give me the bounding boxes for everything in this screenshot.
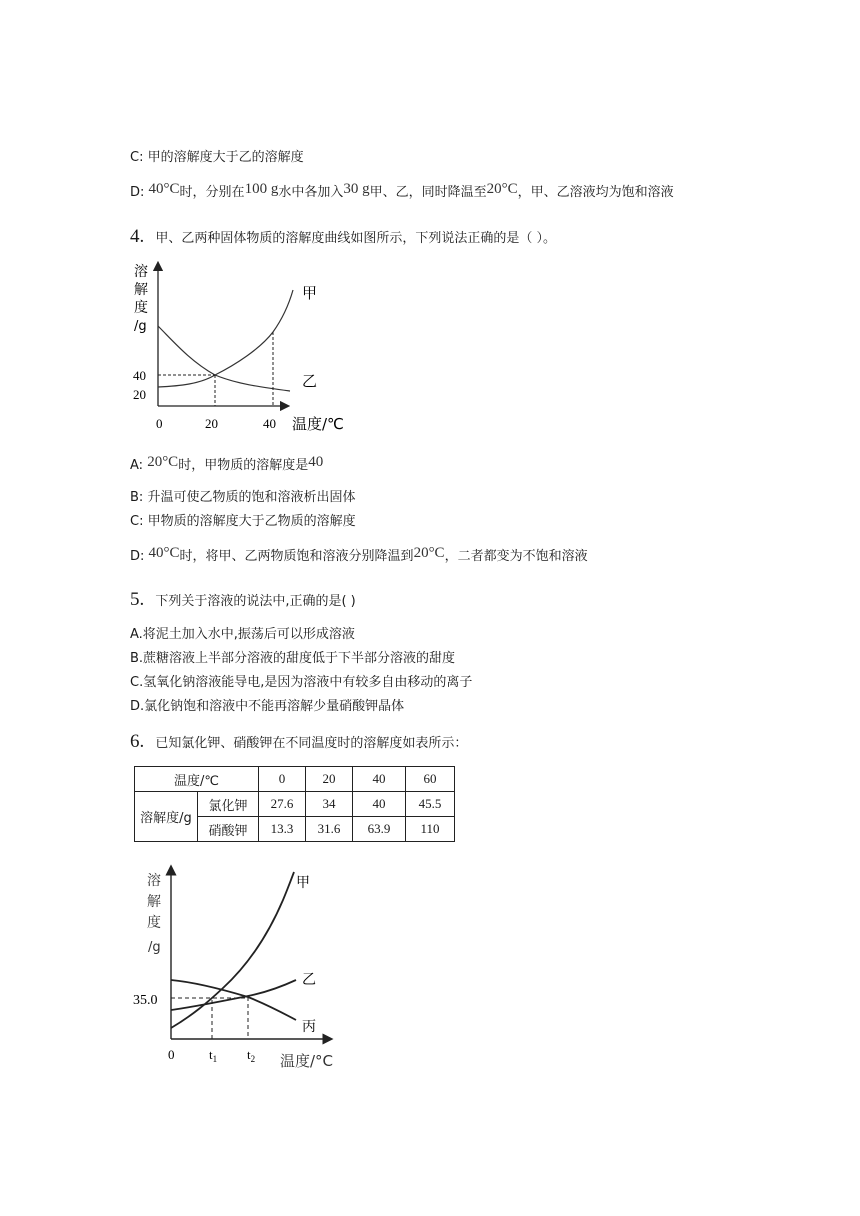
q5-option-d: D.氯化钠饱和溶液中不能再溶解少量硝酸钾晶体 <box>130 699 405 714</box>
q6-stem <box>130 731 467 753</box>
option-prefix: D: <box>130 549 145 564</box>
table-cell: 40 <box>353 792 406 817</box>
math-value: 40°C <box>148 181 180 197</box>
math-value: 40 <box>308 454 324 470</box>
option-text: 升温可使乙物质的饱和溶液析出固体 <box>147 490 356 505</box>
math-value: 20°C <box>413 545 445 561</box>
curve-label: 丙 <box>302 1019 316 1035</box>
q5-stem <box>130 589 356 611</box>
option-text: 时，分别在 <box>179 185 245 200</box>
question-text: 下列关于溶液的说法中,正确的是( ) <box>155 594 356 609</box>
q4-stem <box>130 226 556 248</box>
x-tick-label: $t_2$ <box>247 1047 256 1064</box>
x-tick-label: 0 <box>156 416 163 431</box>
option-prefix: C: <box>130 150 144 165</box>
q3-option-d <box>130 183 674 202</box>
x-tick-label: 20 <box>205 416 218 431</box>
x-tick-label: 0 <box>168 1047 175 1062</box>
y-axis-label-char: 解 <box>147 894 161 910</box>
q3-option-c <box>130 149 304 167</box>
y-axis-label-char: 解 <box>134 282 148 298</box>
math-value: 40°C <box>148 545 180 561</box>
solubility-graph-2 <box>128 860 358 1075</box>
curve-label: 甲 <box>302 284 318 302</box>
math-value: 30 g <box>343 181 370 197</box>
table-row <box>135 792 455 817</box>
table-cell: 27.6 <box>259 792 306 817</box>
table-row-group-label: 溶解度/g <box>135 792 198 842</box>
question-text: 甲、乙两种固体物质的溶解度曲线如图所示，下列说法正确的是（ ）。 <box>155 231 556 246</box>
table-header-cell: 20 <box>306 767 353 792</box>
x-tick-label: 40 <box>263 416 276 431</box>
question-text: 已知氯化钾、硝酸钾在不同温度时的溶解度如表所示： <box>155 736 468 751</box>
option-prefix: B: <box>130 490 144 505</box>
table-cell: 31.6 <box>306 817 353 842</box>
table-row-label: 氯化钾 <box>198 792 259 817</box>
option-prefix: D: <box>130 185 145 200</box>
option-text: 甲、乙，同时降温至 <box>369 185 487 200</box>
question-number: 4. <box>130 226 145 247</box>
table-header-cell: 0 <box>259 767 306 792</box>
y-axis-label-char: 溶 <box>147 873 161 889</box>
option-prefix: A: <box>130 458 144 473</box>
option-text: 时，甲物质的溶解度是 <box>178 458 309 473</box>
option-text: ，甲、乙溶液均为饱和溶液 <box>517 185 674 200</box>
y-tick-label: 40 <box>133 368 146 383</box>
question-number: 6. <box>130 731 145 752</box>
option-text: ，二者都变为不饱和溶液 <box>444 549 588 564</box>
table-cell: 63.9 <box>353 817 406 842</box>
curve-label: 乙 <box>302 372 318 390</box>
x-axis-label: 温度/℃ <box>292 415 344 433</box>
y-axis-unit: /g <box>148 940 161 955</box>
q5-option-a: A.将泥土加入水中,振荡后可以形成溶液 <box>130 627 355 642</box>
option-text: 甲的溶解度大于乙的溶解度 <box>147 150 304 165</box>
math-value: 20°C <box>147 454 179 470</box>
q5-option-c: C.氢氧化钠溶液能导电,是因为溶液中有较多自由移动的离子 <box>130 675 473 690</box>
y-axis-label-char: 度 <box>134 300 148 316</box>
table-header-cell: 温度/℃ <box>135 767 259 792</box>
curve-yi <box>171 980 296 1010</box>
option-text: 甲物质的溶解度大于乙物质的溶解度 <box>147 514 356 529</box>
q4-option-c <box>130 513 356 531</box>
q4-option-b <box>130 489 355 507</box>
table-header-cell: 60 <box>406 767 455 792</box>
math-value: 100 g <box>244 181 279 197</box>
y-tick-label: 20 <box>133 387 146 402</box>
q5-option-b: B.蔗糖溶液上半部分溶液的甜度低于下半部分溶液的甜度 <box>130 651 456 666</box>
curve-label: 乙 <box>302 972 316 988</box>
table-cell: 13.3 <box>259 817 306 842</box>
option-prefix: C: <box>130 514 144 529</box>
y-tick-label: 35.0 <box>133 993 158 1008</box>
table-cell: 110 <box>406 817 455 842</box>
solubility-graph-1 <box>125 256 365 436</box>
curve-jia <box>171 872 294 1028</box>
table-row-label: 硝酸钾 <box>198 817 259 842</box>
solubility-table <box>134 766 455 842</box>
option-text: 时，将甲、乙两物质饱和溶液分别降温到 <box>179 549 414 564</box>
x-axis-label: 温度/°C <box>280 1052 334 1070</box>
y-axis-unit: /g <box>134 319 147 334</box>
curve-label: 甲 <box>296 875 310 891</box>
question-number: 5. <box>130 589 145 610</box>
table-row <box>135 767 455 792</box>
table-cell: 34 <box>306 792 353 817</box>
table-cell: 45.5 <box>406 792 455 817</box>
q4-option-a <box>130 456 323 475</box>
x-tick-label: $t_1$ <box>209 1047 218 1064</box>
option-text: 水中各加入 <box>278 185 344 200</box>
curve-bing <box>171 980 296 1020</box>
q4-option-d <box>130 547 588 566</box>
table-header-cell: 40 <box>353 767 406 792</box>
math-value: 20°C <box>486 181 518 197</box>
y-axis-label-char: 溶 <box>134 264 148 280</box>
y-axis-label-char: 度 <box>147 915 161 931</box>
